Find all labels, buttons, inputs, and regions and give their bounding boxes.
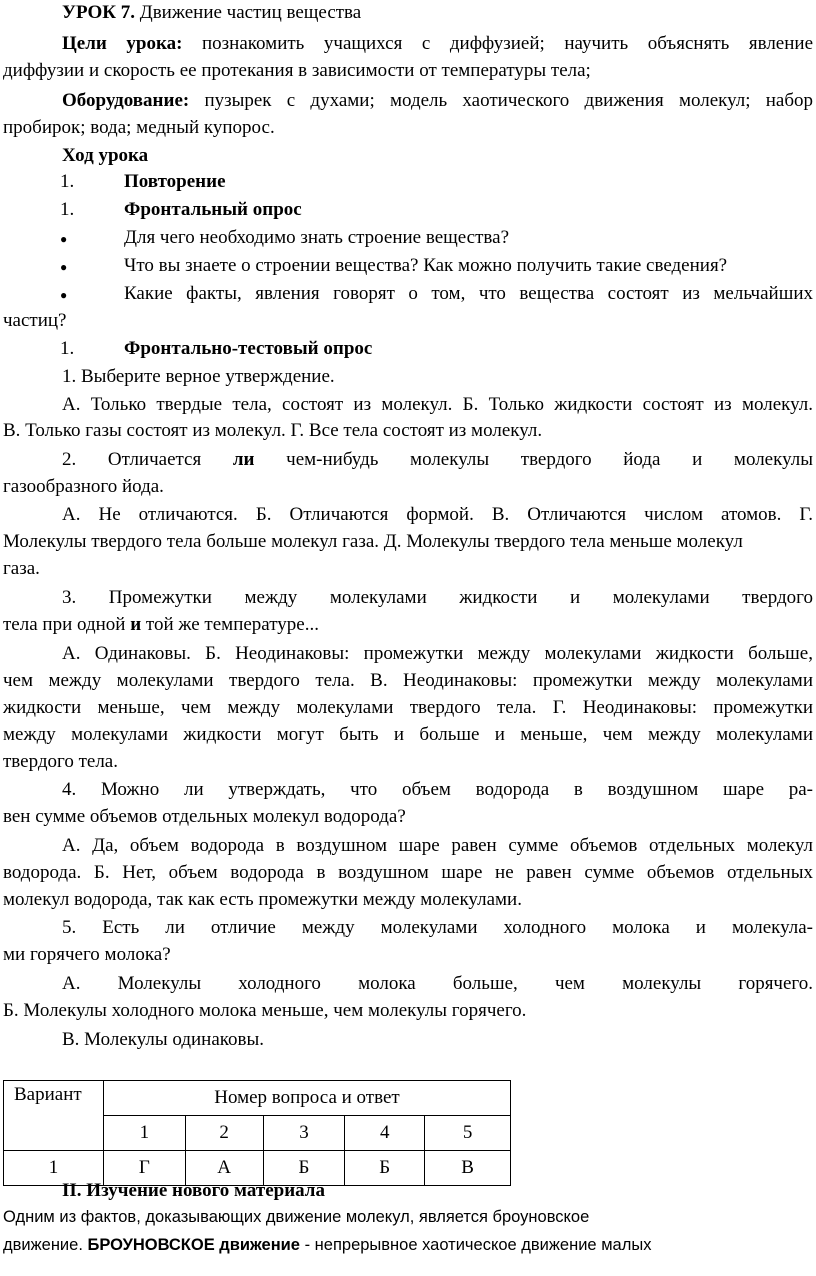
test-answer-5-line-3: В. Молекулы одинаковы.: [62, 1029, 265, 1050]
bullet-icon: ●: [60, 232, 68, 246]
test-question-3-line-2: тела при одной и той же температуре...: [3, 614, 319, 635]
test-question-1: 1. Выберите верное утверждение.: [62, 366, 335, 387]
lesson-equipment-line-2: пробирок; вода; медный купорос.: [3, 117, 275, 138]
question-number-cell: 1: [103, 1116, 185, 1151]
question-header: Номер вопроса и ответ: [103, 1081, 510, 1116]
section1-heading: Повторение: [124, 171, 226, 192]
test-heading: Фронтально-тестовый опрос: [124, 338, 373, 359]
question-number-cell: 3: [263, 1116, 345, 1151]
section1-sub-number: 1.: [60, 199, 75, 220]
test-answer-4-line-3: молекул водорода, так как есть промежутки между молекулами.: [3, 889, 522, 910]
answer-cell: Б: [345, 1151, 425, 1186]
lesson-title-number: УРОК 7.: [62, 2, 135, 23]
bullet-icon: ●: [60, 260, 68, 274]
frontal-question-1: Для чего необходимо знать строение вещества?: [124, 227, 510, 248]
variant-cell: 1: [4, 1151, 104, 1186]
section1-number: 1.: [60, 171, 75, 192]
bullet-icon: ●: [60, 288, 68, 302]
variant-header: Вариант: [4, 1081, 104, 1151]
lesson-equipment-line-1: Оборудование: пузырек с духами; модель хаотического движения молекул; набор: [62, 90, 814, 111]
frontal-question-3-line-2: частиц?: [3, 310, 67, 331]
test-answer-3-line-5: твердого тела.: [3, 751, 118, 772]
answer-cell: Б: [263, 1151, 345, 1186]
test-answer-5-line-2: Б. Молекулы холодного молока меньше, чем молекулы горячего.: [3, 1000, 527, 1021]
question-number-cell: 2: [185, 1116, 263, 1151]
section2-paragraph-line-1: Одним из фактов, доказывающих движение молекул, является броуновское: [3, 1208, 590, 1226]
test-number: 1.: [60, 338, 75, 359]
test-question-2-line-2: газообразного йода.: [3, 476, 164, 497]
answer-cell: А: [185, 1151, 263, 1186]
lesson-goals-line-2: диффузии и скорость ее протекания в зависимости от температуры тела;: [3, 60, 591, 81]
test-question-5-line-1: 5. Есть ли отличие между молекулами холодного молока и молекула-: [62, 917, 813, 938]
question-number-cell: 5: [425, 1116, 511, 1151]
test-answer-2-line-2: Молекулы твердого тела больше молекул газа. Д. Молекулы твердого тела меньше молекул: [3, 531, 743, 552]
lesson-goals-label: Цели урока:: [62, 33, 183, 54]
test-answer-3-line-1: А. Одинаковы. Б. Неодинаковы: промежутки между молекулами жидкости больше,: [62, 643, 813, 664]
test-answer-5-line-1: А. Молекулы холодного молока больше, чем молекулы горячего.: [62, 973, 813, 994]
test-question-4-line-1: 4. Можно ли утверждать, что объем водорода в воздушном шаре ра-: [62, 779, 813, 800]
question-number-cell: 4: [345, 1116, 425, 1151]
test-answer-1-line-1: А. Только твердые тела, состоят из молекул. Б. Только жидкости состоят из молекул.: [62, 394, 813, 415]
answer-cell: В: [425, 1151, 511, 1186]
frontal-question-2: Что вы знаете о строении вещества? Как можно получить такие сведения?: [124, 255, 728, 276]
lesson-title: [62, 2, 361, 24]
test-answer-3-line-3: жидкости меньше, чем между молекулами твердого тела. Г. Неодинаковы: промежутки: [3, 697, 813, 718]
frontal-question-3-line-1: Какие факты, явления говорят о том, что вещества состоят из мельчайших: [124, 283, 813, 304]
test-question-5-line-2: ми горячего молока?: [3, 944, 171, 965]
section1-sub-heading: Фронтальный опрос: [124, 199, 302, 220]
test-question-4-line-2: вен сумме объемов отдельных молекул водорода?: [3, 806, 406, 827]
answer-table: [3, 1080, 511, 1186]
brownian-motion-term: БРОУНОВСКОЕ движение: [87, 1236, 300, 1254]
lesson-title-text: Движение частиц вещества: [139, 2, 362, 23]
test-answer-4-line-1: А. Да, объем водорода в воздушном шаре равен сумме объемов отдельных молекул: [62, 835, 813, 856]
test-answer-3-line-2: чем между молекулами твердого тела. В. Неодинаковы: промежутки между молекулами: [3, 670, 813, 691]
test-question-2-line-1: 2. Отличается ли чем-нибудь молекулы твердого йода и молекулы: [62, 449, 813, 470]
test-question-3-line-1: 3. Промежутки между молекулами жидкости и молекулами твердого: [62, 587, 813, 608]
section2-paragraph-line-2: движение. БРОУНОВСКОЕ движение - непрерывное хаотическое движение малых: [3, 1236, 652, 1254]
test-answer-1-line-2: В. Только газы состоят из молекул. Г. Все тела состоят из молекул.: [3, 420, 543, 441]
section2-heading: II. Изучение нового материала: [62, 1180, 325, 1201]
course-heading: Ход урока: [62, 145, 149, 166]
test-answer-2-line-1: А. Не отличаются. Б. Отличаются формой. В. Отличаются числом атомов. Г.: [62, 504, 813, 525]
test-answer-4-line-2: водорода. Б. Нет, объем водорода в воздушном шаре не равен сумме объемов отдельных: [3, 862, 813, 883]
answer-cell: Г: [103, 1151, 185, 1186]
test-answer-3-line-4: между молекулами жидкости могут быть и больше и меньше, чем между молекулами: [3, 724, 813, 745]
lesson-equipment-label: Оборудование:: [62, 90, 190, 111]
test-answer-2-line-3: газа.: [3, 558, 40, 579]
lesson-goals-line-1: Цели урока: познакомить учащихся с диффузией; научить объяснять явление: [62, 33, 813, 54]
